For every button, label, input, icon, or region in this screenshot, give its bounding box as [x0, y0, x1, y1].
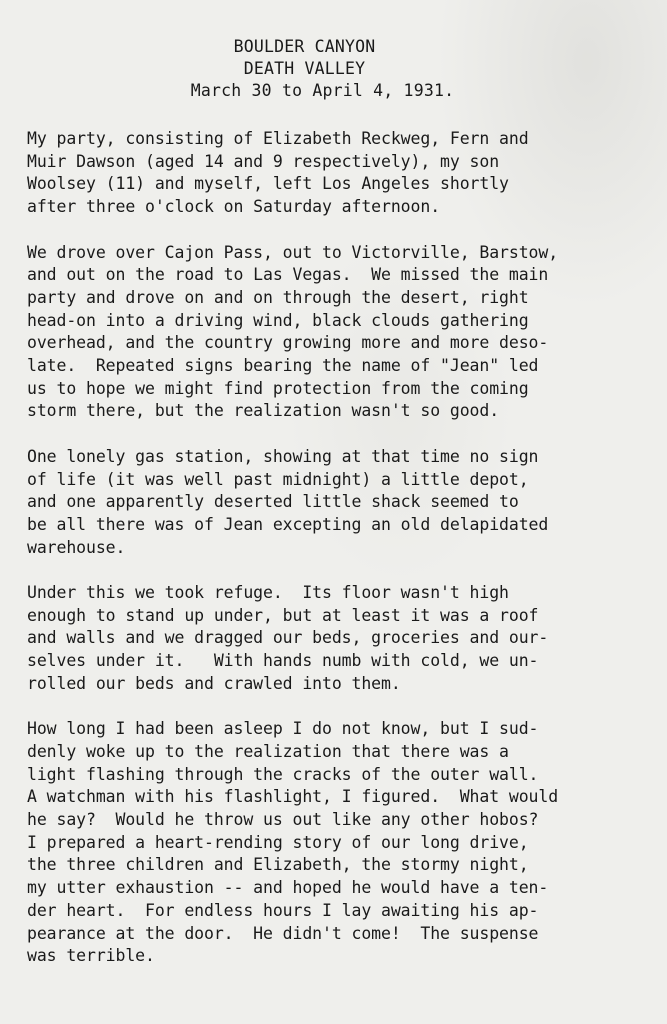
- page-heading: [0, 36, 667, 102]
- paragraph: My party, consisting of Elizabeth Reckweg, Fern and Muir Dawson (aged 14 and 9 respectively), my son Woolsey (11) and myself, left Los Angeles shortly after three o'clock on Saturday afternoon.: [27, 129, 529, 217]
- paragraph: How long I had been asleep I do not know, but I sud- denly woke up to the realization that there was a light flashing through the cracks of the outer wall. A watchman with his flashlight, I figured. What would he say? Would he throw us out like any other hobos? I prepared a heart-rending story of our long drive, the three children and Elizabeth, the stormy night, my utter exhaustion -- and hoped he would have a ten- der heart. For endless hours I lay awaiting his ap- pearance at the door. He didn't come! The suspense was terrible.: [27, 719, 559, 966]
- heading-location-1: BOULDER CANYON: [233, 37, 376, 56]
- heading-location-2: DEATH VALLEY: [243, 59, 366, 78]
- heading-date: March 30 to April 4, 1931.: [190, 81, 455, 100]
- paragraph: One lonely gas station, showing at that time no sign of life (it was well past midnight) a little depot, and one apparently deserted little shack seemed to be all there was of Jean excepting an old delapidated warehouse.: [27, 446, 549, 557]
- paragraph: We drove over Cajon Pass, out to Victorville, Barstow, and out on the road to Las Vegas. We missed the main party and drove on and on through the desert, right head-on into a driving wind, black clouds gathering overhead, and the country growing more and more deso- late. Repeated signs bearing the name of "Jean" led us to hope we might find protection from the coming storm there, but the realization wasn't so good.: [27, 242, 559, 421]
- body-text: [27, 128, 652, 991]
- paragraph: Under this we took refuge. Its floor wasn't high enough to stand up under, but at least it was a roof and walls and we dragged our beds, groceries and our- selves under it. With hands numb with cold, we un- rolled our beds and crawled into them.: [27, 583, 549, 693]
